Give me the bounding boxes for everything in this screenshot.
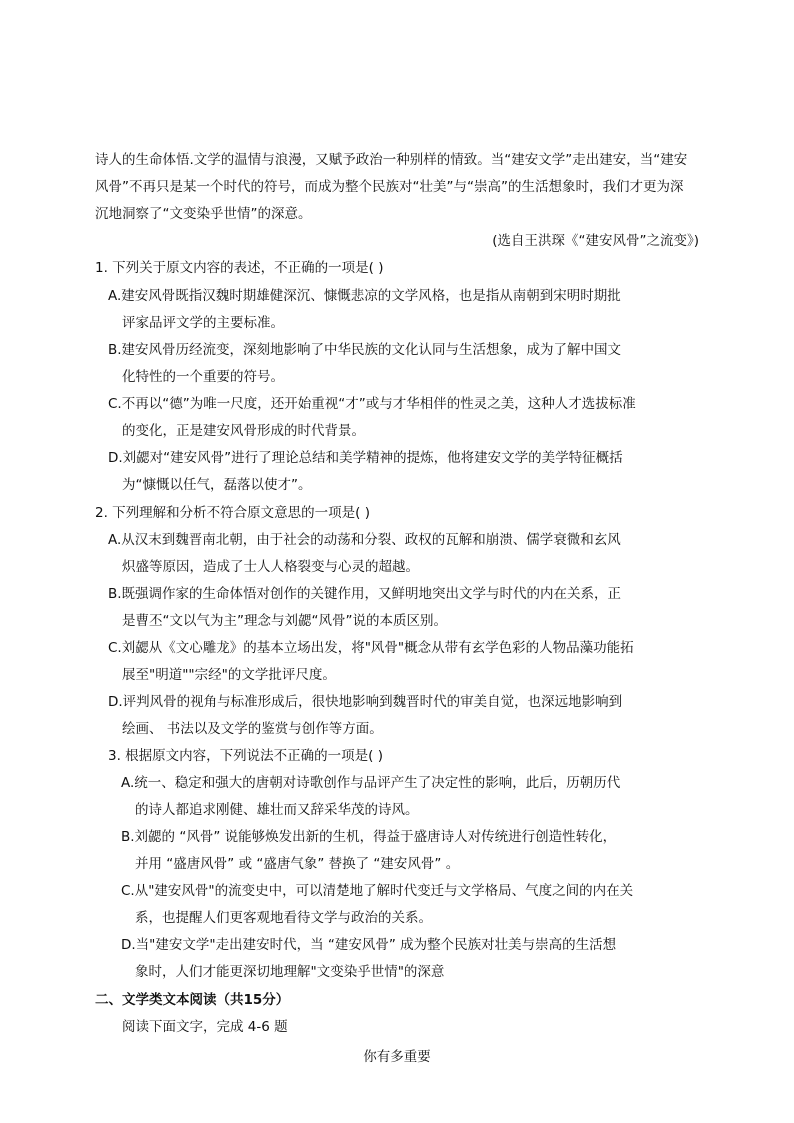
question-2-stem: 2. 下列理解和分析不符合原文意思的一项是( ) [95, 505, 370, 521]
q3-option-a: A.统一、稳定和强大的唐朝对诗歌创作与品评产生了决定性的影响，此后，历朝历代 [121, 775, 621, 791]
q2-option-d: D.评判风骨的视角与标准形成后，很快地影响到魏晋时代的审美自觉，也深远地影响到 [108, 694, 623, 710]
passage-line: 沉地洞察了“文变染乎世情”的深意。 [95, 206, 312, 222]
question-3-stem: 3. 根据原文内容，下列说法不正确的一项是( ) [108, 748, 383, 764]
article-title: 你有多重要 [363, 1049, 431, 1065]
q2-option-c: C.刘勰从《文心雕龙》的基本立场出发，将"风骨"概念从带有玄学色彩的人物品藻功能拓 [108, 640, 634, 656]
q1-option-d: D.刘勰对“建安风骨”进行了理论总结和美学精神的提炼，他将建安文学的美学特征概括 [108, 450, 623, 466]
q1-option-a: A.建安风骨既指汉魏时期雄健深沉、慷慨悲凉的文学风格，也是指从南朝到宋明时期批 [108, 288, 621, 304]
section-instruction: 阅读下面文字，完成 4-6 题 [122, 1019, 288, 1035]
q3-option-b-cont: 并用 “盛唐风骨” 或 “盛唐气象” 替换了 “建安风骨” 。 [135, 856, 460, 872]
q3-option-d-cont: 象时，人们才能更深切地理解"文变染乎世情"的深意 [135, 964, 445, 980]
q3-option-a-cont: 的诗人都追求刚健、雄壮而又辞采华茂的诗风。 [135, 802, 419, 818]
q1-option-d-cont: 为“慷慨以任气，磊落以使才”。 [122, 477, 312, 493]
passage-line: 诗人的生命体悟.文学的温情与浪漫，又赋予政治一种别样的情致。当“建安文学”走出建安，当“建安 [95, 152, 688, 168]
q3-option-c: C.从"建安风骨"的流变史中，可以清楚地了解时代变迁与文学格局、气度之间的内在关 [121, 883, 634, 899]
q2-option-c-cont: 展至"明道""宗经"的文学批评尺度。 [122, 667, 336, 683]
passage-source: (选自王洪琛《“建安风骨”之流变》) [492, 233, 699, 249]
q2-option-d-cont: 绘画、 书法以及文学的鉴赏与创作等方面。 [122, 721, 383, 737]
q3-option-c-cont: 系，也提醒人们更客观地看待文学与政治的关系。 [135, 910, 432, 926]
question-1-stem: 1. 下列关于原文内容的表述，不正确的一项是( ) [95, 260, 384, 276]
q3-option-d: D.当"建安文学"走出建安时代，当 “建安风骨” 成为整个民族对壮美与崇高的生活想 [121, 937, 617, 953]
q2-option-a: A.从汉末到魏晋南北朝，由于社会的动荡和分裂、政权的瓦解和崩溃、儒学衰微和玄风 [108, 532, 621, 548]
q1-option-a-cont: 评家品评文学的主要标准。 [122, 315, 284, 331]
q2-option-b-cont: 是曹丕“文以气为主”理念与刘勰“风骨”说的本质区别。 [122, 613, 447, 629]
q1-option-c: C.不再以“德”为唯一尺度，还开始重视“才”或与才华相伴的性灵之美，这种人才选拔标准 [108, 396, 636, 412]
q2-option-a-cont: 炽盛等原因，造成了士人人格裂变与心灵的超越。 [122, 559, 419, 575]
q3-option-b: B.刘勰的 “风骨” 说能够焕发出新的生机，得益于盛唐诗人对传统进行创造性转化， [121, 829, 617, 845]
section-heading: 二、文学类文本阅读（共15分） [95, 992, 290, 1008]
q1-option-b-cont: 化特性的一个重要的符号。 [122, 369, 284, 385]
passage-line: 风骨”不再只是某一个时代的符号，而成为整个民族对“壮美”与“崇高”的生活想象时，我们才更为深 [95, 179, 684, 195]
q1-option-b: B.建安风骨历经流变，深刻地影响了中华民族的文化认同与生活想象，成为了解中国文 [108, 342, 622, 358]
q2-option-b: B.既强调作家的生命体悟对创作的关键作用，又鲜明地突出文学与时代的内在关系，正 [108, 586, 622, 602]
q1-option-c-cont: 的变化，正是建安风骨形成的时代背景。 [122, 423, 365, 439]
